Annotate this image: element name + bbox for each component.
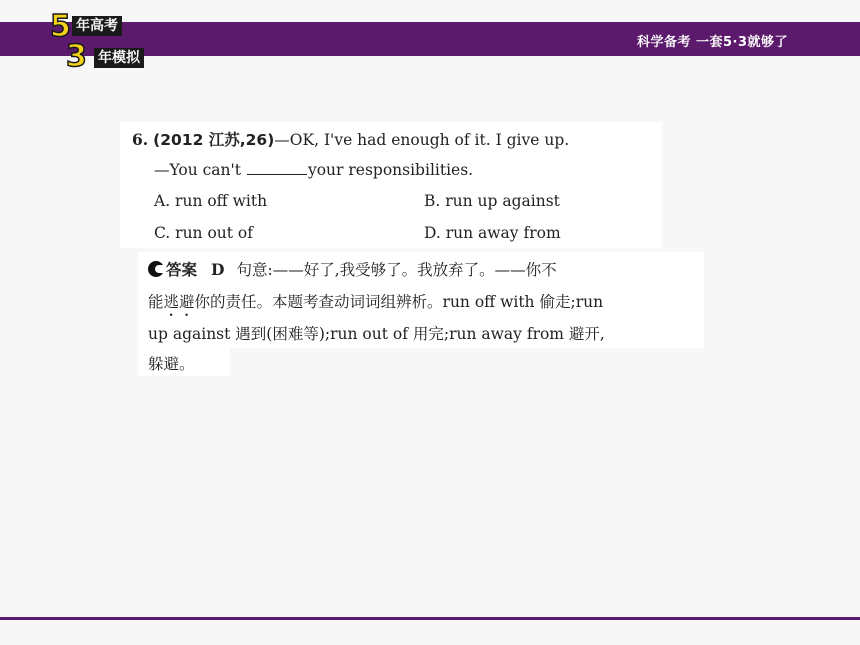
answer-card	[138, 252, 704, 348]
answer-line1	[148, 258, 557, 280]
answer-explanation-1: 句意:——好了,我受够了。我放弃了。——你不	[236, 261, 557, 279]
emphasized-word: 逃避	[163, 293, 195, 311]
answer-text: 能	[148, 293, 164, 311]
question-number: 6.	[132, 130, 149, 149]
option-a: A. run off with	[154, 192, 268, 210]
logo	[46, 9, 176, 76]
logo-digit-3: 3	[66, 39, 87, 74]
question-card	[120, 122, 662, 248]
answer-label: 答案	[166, 261, 198, 279]
logo-text-bottom: 年模拟	[94, 48, 144, 68]
answer-line3: up against 遇到(困难等);run out of 用完;run away from 避开,	[148, 325, 605, 343]
header-slogan: 科学备考 一套5·3就够了	[636, 35, 788, 50]
question-dialogue-2-after: your responsibilities.	[307, 161, 474, 179]
answer-explanation-2: 你的责任。本题考查动词词组辨析。run off with 偷走;run	[194, 293, 604, 311]
question-dialogue-2-before: —You can't	[154, 161, 242, 179]
option-c: C. run out of	[154, 224, 254, 242]
question-stem-line2	[154, 160, 473, 179]
logo-digit-5: 5	[50, 9, 71, 44]
answer-key: D	[211, 260, 225, 279]
option-d: D. run away from	[424, 224, 561, 242]
question-dialogue-1: —OK, I've had enough of it. I give up.	[274, 131, 570, 149]
question-stem-line1	[132, 128, 569, 150]
option-b: B. run up against	[424, 192, 560, 210]
question-source: (2012 江苏,26)	[153, 131, 275, 149]
logo-text-top: 年高考	[72, 16, 122, 36]
answer-line4: 躲避。	[148, 355, 195, 373]
answer-blank	[247, 160, 307, 175]
bottom-rule	[0, 617, 860, 620]
answer-line2	[148, 290, 603, 320]
answer-card-tail	[138, 348, 230, 376]
answer-badge-icon	[148, 261, 164, 277]
